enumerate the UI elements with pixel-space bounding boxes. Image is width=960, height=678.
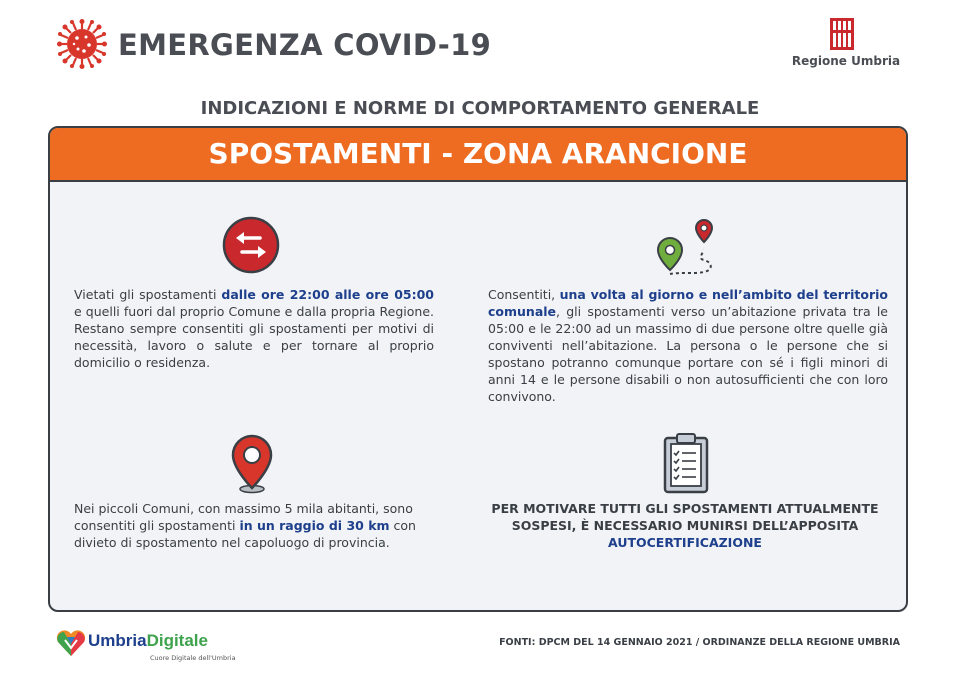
subtitle: INDICAZIONI E NORME DI COMPORTAMENTO GENERALE bbox=[200, 98, 760, 119]
location-pin-icon bbox=[230, 434, 274, 494]
text-block-visits-pre: Consentiti, bbox=[488, 287, 560, 302]
text-block-small-towns-post: con divieto di spostamento nel capoluogo di provincia. bbox=[74, 518, 416, 550]
virus-icon bbox=[56, 18, 108, 70]
footer-brand-part-2: Digitale bbox=[146, 631, 208, 650]
text-block-small-towns bbox=[74, 500, 434, 551]
text-block-self-certification-pre: PER MOTIVARE TUTTI GLI SPOSTAMENTI ATTUALMENTE SOSPESI, È NECESSARIO MUNIRSI DELL’APPOSITA bbox=[491, 501, 879, 533]
page-title: EMERGENZA COVID-19 bbox=[118, 28, 492, 62]
text-block-self-certification bbox=[490, 500, 880, 551]
region-name: Regione Umbria bbox=[791, 54, 901, 68]
footer-brand-part-1: Umbria bbox=[88, 631, 147, 650]
text-block-self-certification-highlight: AUTOCERTIFICAZIONE bbox=[608, 535, 762, 550]
text-block-visits bbox=[488, 286, 888, 405]
footer-source: FONTI: DPCM DEL 14 GENNAIO 2021 / ORDINANZE DELLA REGIONE UMBRIA bbox=[499, 637, 900, 648]
footer-tagline: Cuore Digitale dell'Umbria bbox=[150, 654, 236, 662]
text-block-curfew-highlight: dalle ore 22:00 alle ore 05:00 bbox=[221, 287, 434, 302]
text-block-curfew-post: e quelli fuori dal proprio Comune e dalla propria Regione. Restano sempre consentiti gli spostamenti per motivi di necessità, lavoro o salute e per tornare al proprio domicilio o residenza. bbox=[74, 304, 434, 370]
footer-brand bbox=[88, 631, 208, 651]
umbria-digitale-logo bbox=[54, 628, 88, 658]
text-block-visits-post: , gli spostamenti verso un’abitazione privata tra le 05:00 e le 22:00 ad un massimo di due persone oltre quelle già conviventi nell’abitazione. La persona o le persone che si spostano potranno comunque portare con sé i figli minori di anni 14 e le persone disabili o non autosufficienti che con loro convivono. bbox=[488, 304, 888, 404]
regione-umbria-logo bbox=[828, 16, 856, 52]
text-block-curfew-pre: Vietati gli spostamenti bbox=[74, 287, 222, 302]
text-block-small-towns-pre: Nei piccoli Comuni, con massimo 5 mila abitanti, sono consentiti gli spostamenti bbox=[74, 501, 413, 533]
info-panel bbox=[48, 126, 908, 612]
clipboard-icon bbox=[662, 432, 710, 494]
text-block-visits-highlight: una volta al giorno e nell’ambito del territorio comunale bbox=[488, 287, 888, 319]
panel-title: SPOSTAMENTI - ZONA ARANCIONE bbox=[50, 128, 906, 182]
text-block-curfew bbox=[74, 286, 434, 371]
map-route-icon bbox=[654, 218, 720, 278]
arrows-icon bbox=[222, 216, 280, 274]
text-block-small-towns-highlight: in un raggio di 30 km bbox=[239, 518, 390, 533]
